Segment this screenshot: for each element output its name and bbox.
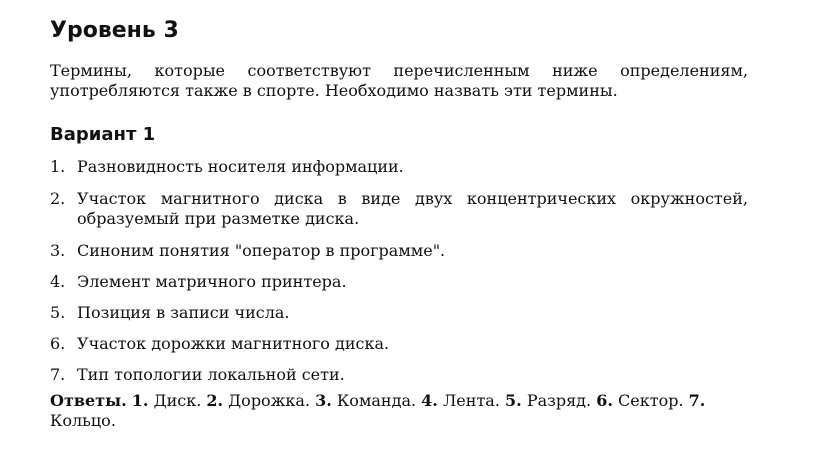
item-text: Элемент матричного принтера. — [77, 272, 347, 291]
list-item — [50, 189, 748, 229]
item-number: 5. — [50, 303, 66, 322]
item-number: 7. — [50, 365, 66, 384]
list-item — [50, 157, 748, 177]
answers-label: Ответы. — [50, 391, 127, 410]
answer-text: Диск. — [153, 391, 202, 410]
answer-number: 6. — [596, 391, 613, 410]
item-number: 1. — [50, 157, 66, 176]
answer-number: 7. — [688, 391, 706, 410]
list-item — [50, 272, 748, 292]
answer-number: 1. — [131, 391, 149, 410]
answer-text: Сектор. — [618, 391, 684, 410]
item-number: 4. — [50, 272, 66, 291]
answer-number: 4. — [421, 391, 438, 410]
item-text: Участок дорожки магнитного диска. — [77, 334, 390, 353]
list-item — [50, 241, 748, 261]
list-item — [50, 303, 748, 323]
item-text: Синоним понятия "оператор в программе". — [77, 241, 446, 260]
answer-number: 2. — [206, 391, 224, 410]
task-description: Термины, которые соответствуют перечисленным ниже определениям, употребляются также в спорте. Необходимо назвать эти термины. — [50, 61, 748, 100]
list-item — [50, 365, 748, 385]
list-item — [50, 334, 748, 354]
answer-text: Дорожка. — [228, 391, 311, 410]
answer-number: 3. — [315, 391, 332, 410]
answer-text: Лента. — [442, 391, 500, 410]
answers-block — [50, 391, 748, 431]
answer-text: Разряд. — [526, 391, 592, 410]
item-number: 3. — [50, 241, 66, 260]
item-text: Тип топологии локальной сети. — [77, 365, 345, 384]
item-number: 6. — [50, 334, 66, 353]
item-text: Участок магнитного диска в виде двух концентрических окружностей, образуемый при разметке диска. — [77, 189, 748, 228]
answer-number: 5. — [505, 391, 522, 410]
item-number: 2. — [50, 189, 66, 208]
level-title: Уровень 3 — [50, 18, 179, 43]
variant-heading: Вариант 1 — [50, 124, 156, 145]
item-text: Позиция в записи числа. — [77, 303, 290, 322]
answer-text: Кольцо. — [50, 411, 116, 430]
answer-text: Команда. — [336, 391, 417, 410]
item-text: Разновидность носителя информации. — [77, 157, 404, 176]
